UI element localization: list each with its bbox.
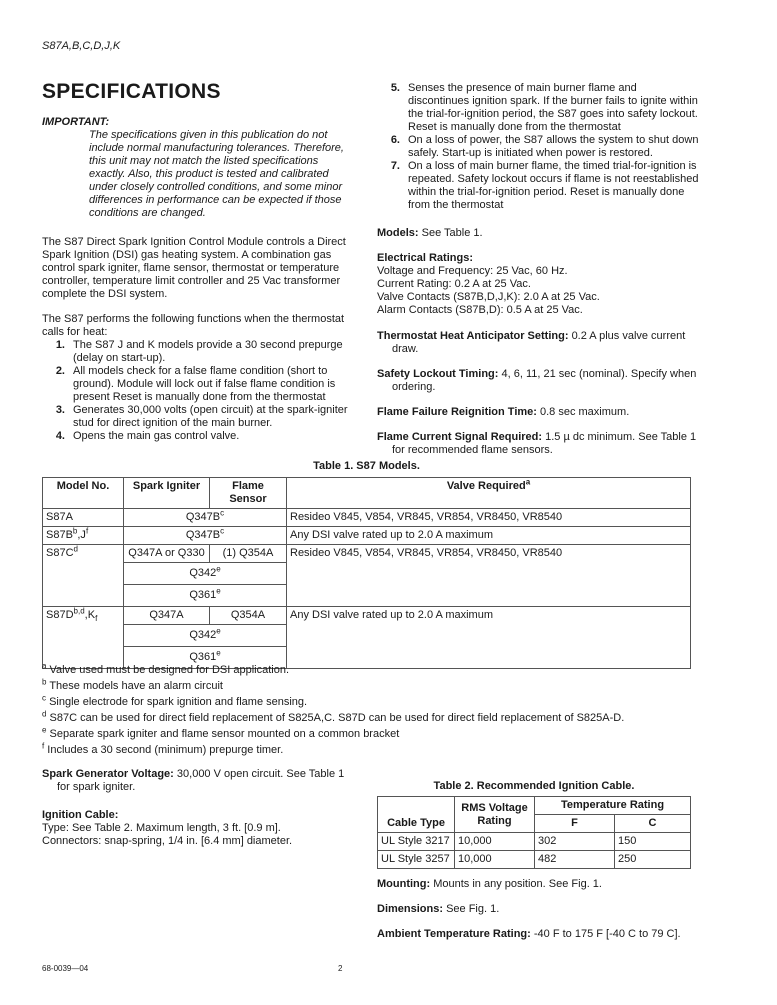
footnote-ref: b,d: [73, 606, 85, 616]
table-row: [43, 527, 691, 545]
spec-value: See Table 1.: [421, 227, 483, 239]
valve-cell: Resideo V845, V854, VR845, VR854, VR8450, VR8540: [287, 509, 691, 527]
list-number: 1.: [55, 339, 65, 351]
table1-caption: Table 1. S87 Models.: [313, 460, 420, 472]
footnote-ref: a: [525, 477, 531, 487]
spec-line: Current Rating: 0.2 A at 25 Vac.: [377, 278, 531, 290]
footnote: [42, 709, 692, 725]
footnote-text: These models have an alarm circuit: [49, 680, 223, 692]
table-cell: UL Style 3217: [378, 833, 455, 851]
footnote: [42, 741, 692, 757]
intro-paragraph: The S87 Direct Spark Ignition Control Module controls a Direct Spark Ignition (DSI) gas heating system. A combination gas control spark igniter, flame sensor, thermostat or temperature controller, temperature limit controller and 25 Vac transformer complete the DSI system.: [42, 236, 346, 300]
cell-text: S87D: [46, 609, 74, 621]
footnote-ref: f: [85, 526, 89, 536]
footnote-mark: e: [42, 725, 47, 735]
cell-text: Q347B: [185, 529, 221, 541]
spec-value: 0.2 A plus valve current draw.: [392, 330, 686, 355]
footnote-ref: e: [216, 586, 221, 596]
footnote-text: Valve used must be designed for DSI application.: [49, 664, 290, 676]
footnote: [42, 661, 692, 677]
table-cell: 10,000: [455, 833, 535, 851]
spec-value: See Fig. 1.: [446, 903, 500, 915]
list-number: 2.: [55, 365, 65, 377]
spark-voltage-spec: [42, 768, 357, 794]
page-number: 2: [338, 964, 343, 973]
spec-label: Safety Lockout Timing:: [377, 368, 499, 380]
footnote-mark: a: [42, 661, 47, 671]
valve-cell: Any DSI valve rated up to 2.0 A maximum: [287, 527, 691, 545]
important-body: The specifications given in this publication do not include normal manufacturing tolerances. Therefore, this unit may not match the listed specifications exactly. Also, this product is tested and calibrated under closely controlled conditions, and some minor differences in performance can be expected if those conditions are changed.: [89, 129, 344, 219]
spec-label: Models:: [377, 227, 419, 239]
spec-line: Type: See Table 2. Maximum length, 3 ft. [0.9 m].: [42, 822, 281, 834]
document-header: S87A,B,C,D,J,K: [42, 40, 121, 52]
column-header: Temperature Rating: [535, 797, 691, 815]
ambient-spec: [377, 928, 697, 941]
footnote-ref: c: [220, 526, 225, 536]
cell-text: Q361: [189, 651, 217, 663]
list-number: 5.: [390, 82, 400, 94]
list-item: [377, 134, 699, 160]
spec-label: Mounting:: [377, 878, 431, 890]
cell-text: ,K: [84, 609, 96, 621]
column-header: [287, 478, 691, 509]
spec-label: Spark Generator Voltage:: [42, 768, 174, 780]
spec-label: Flame Current Signal Required:: [377, 431, 543, 443]
footnote-ref: f: [95, 614, 98, 624]
functions-list-right: [377, 82, 699, 212]
cell-text: S87B: [46, 529, 73, 541]
list-number: 4.: [55, 430, 65, 442]
table-cell: 150: [615, 833, 691, 851]
reignition-spec: [377, 406, 699, 419]
spec-line: Alarm Contacts (S87B,D): 0.5 A at 25 Vac.: [377, 304, 583, 316]
cell-text: Q342: [189, 567, 217, 579]
cell-text: Q342: [189, 629, 217, 641]
column-header: F: [535, 815, 615, 833]
right-column: [377, 82, 699, 467]
list-number: 3.: [55, 404, 65, 416]
footnote: [42, 693, 692, 709]
cell-text: Q361: [189, 589, 217, 601]
table-cell: UL Style 3257: [378, 851, 455, 869]
cell-text: Q347B: [185, 511, 221, 523]
igniter-cell: [124, 527, 287, 545]
functions-list-left: [42, 339, 357, 443]
spec-label: Dimensions:: [377, 903, 444, 915]
footnote-ref: b: [72, 526, 78, 536]
lockout-spec: [377, 368, 699, 394]
list-item: [42, 339, 357, 365]
footnote-mark: f: [42, 741, 45, 751]
igniter-cell: [124, 509, 287, 527]
table1-caption-wrap: [42, 460, 691, 473]
footnote-ref: e: [216, 648, 221, 658]
table-row: [378, 851, 691, 869]
footnote: [42, 677, 692, 693]
important-heading: IMPORTANT:: [42, 116, 110, 128]
dimensions-spec: [377, 903, 697, 916]
list-item: [42, 430, 357, 443]
page-title: SPECIFICATIONS: [42, 80, 221, 103]
list-text: The S87 J and K models provide a 30 second prepurge (delay on start-up).: [73, 339, 343, 364]
spec-value: 30,000 V open circuit. See Table 1 for spark igniter.: [57, 768, 345, 793]
spec-label: Thermostat Heat Anticipator Setting:: [377, 330, 569, 342]
list-number: 7.: [390, 160, 400, 172]
model-cell: [43, 545, 124, 607]
footnote-text: Separate spark igniter and flame sensor mounted on a common bracket: [49, 728, 400, 740]
model-cell: S87A: [43, 509, 124, 527]
list-item: [377, 160, 699, 212]
table-row: [43, 607, 691, 625]
table-row: [43, 545, 691, 563]
sensor-cell: Q354A: [210, 607, 287, 625]
column-header: Model No.: [43, 478, 124, 509]
spec-value: Mounts in any position. See Fig. 1.: [433, 878, 602, 890]
footnote-mark: b: [42, 677, 47, 687]
valve-cell: Resideo V845, V854, VR845, VR854, VR8450, VR8540: [287, 545, 691, 607]
cell-text: S87C: [46, 547, 74, 559]
footnote-ref: e: [216, 564, 221, 574]
igniter-alt-cell: [124, 585, 287, 607]
thermostat-spec: [377, 330, 699, 356]
mounting-spec: [377, 878, 697, 891]
table-row: [43, 509, 691, 527]
column-header: Spark Igniter: [124, 478, 210, 509]
table-cell: 250: [615, 851, 691, 869]
footnote-mark: d: [42, 709, 47, 719]
lower-right-column: [377, 878, 697, 941]
spec-line: Connectors: snap-spring, 1/4 in. [6.4 mm] diameter.: [42, 835, 293, 847]
header-text: Valve Required: [446, 480, 526, 492]
footnote-ref: e: [216, 626, 221, 636]
table2-caption: Table 2. Recommended Ignition Cable.: [433, 780, 635, 792]
igniter-alt-cell: [124, 563, 287, 585]
spec-label: Flame Failure Reignition Time:: [377, 406, 537, 418]
spec-value: 0.8 sec maximum.: [540, 406, 630, 418]
left-column: [42, 116, 357, 443]
spec-value: 1.5 µ dc minimum. See Table 1 for recommended flame sensors.: [392, 431, 697, 456]
electrical-ratings: [377, 252, 699, 317]
table1: [42, 477, 691, 669]
valve-cell: Any DSI valve rated up to 2.0 A maximum: [287, 607, 691, 669]
doc-number: 68-0039—04: [42, 964, 89, 973]
table2: [377, 796, 691, 869]
igniter-alt-cell: [124, 625, 287, 647]
table-row: [378, 833, 691, 851]
spec-value: 4, 6, 11, 21 sec (nominal). Specify when ordering.: [392, 368, 697, 393]
list-text: Generates 30,000 volts (open circuit) at the spark-igniter stud for direct ignition of the main burner.: [73, 404, 348, 429]
footnote-text: Includes a 30 second (minimum) prepurge timer.: [47, 744, 284, 756]
table1-footnotes: [42, 661, 692, 760]
footnote-text: Single electrode for spark ignition and flame sensing.: [49, 696, 308, 708]
table2-caption-wrap: [377, 780, 691, 793]
list-text: On a loss of main burner flame, the timed trial-for-ignition is repeated. Safety lockout occurs if flame is not reestablished within the trial-for-ignition period. Reset is manually done from the thermostat: [408, 160, 699, 211]
model-cell: [43, 607, 124, 669]
cell-text: ,J: [77, 529, 86, 541]
footnote-mark: c: [42, 693, 46, 703]
spec-label: Electrical Ratings:: [377, 252, 473, 264]
table-cell: 302: [535, 833, 615, 851]
spec-value: -40 F to 175 F [-40 C to 79 C].: [533, 928, 681, 940]
sensor-cell: (1) Q354A: [210, 545, 287, 563]
list-text: All models check for a false flame condition (short to ground). Module will lock out if false flame condition is present Reset is manually done from the thermostat: [73, 365, 336, 403]
functions-intro: The S87 performs the following functions when the thermostat calls for heat:: [42, 313, 345, 338]
spec-line: Voltage and Frequency: 25 Vac, 60 Hz.: [377, 265, 568, 277]
list-item: [42, 365, 357, 404]
ignition-cable-label: Ignition Cable:: [42, 809, 119, 821]
lower-left-column: [42, 768, 357, 848]
table-header-row: [378, 797, 691, 815]
footnote-text: S87C can be used for direct field replacement of S825A,C. S87D can be used for direct field replacement of S825A-D.: [49, 712, 625, 724]
footnote-ref: d: [73, 544, 78, 554]
table-cell: 482: [535, 851, 615, 869]
column-header: Cable Type: [378, 797, 455, 833]
igniter-cell: Q347A or Q330: [124, 545, 210, 563]
column-header: C: [615, 815, 691, 833]
list-item: [377, 82, 699, 134]
spec-line: Valve Contacts (S87B,D,J,K): 2.0 A at 25 Vac.: [377, 291, 600, 303]
model-cell: [43, 527, 124, 545]
spec-label: Ambient Temperature Rating:: [377, 928, 531, 940]
list-text: Opens the main gas control valve.: [73, 430, 240, 442]
list-number: 6.: [390, 134, 400, 146]
table-cell: 10,000: [455, 851, 535, 869]
flame-current-spec: [377, 431, 699, 457]
models-spec: [377, 227, 699, 240]
list-item: [42, 404, 357, 430]
list-text: Senses the presence of main burner flame and discontinues ignition spark. If the burner fails to ignite within the trial-for-ignition period, the S87 goes into safety lockout. Reset is manually done from the thermostat: [408, 82, 698, 133]
igniter-cell: Q347A: [124, 607, 210, 625]
column-header: Flame Sensor: [210, 478, 287, 509]
footnote: [42, 725, 692, 741]
column-header: RMS Voltage Rating: [455, 797, 535, 833]
footnote-ref: c: [220, 508, 225, 518]
table-header-row: [43, 478, 691, 509]
list-text: On a loss of power, the S87 allows the system to shut down safely. Start-up is initiated when power is restored.: [408, 134, 699, 159]
